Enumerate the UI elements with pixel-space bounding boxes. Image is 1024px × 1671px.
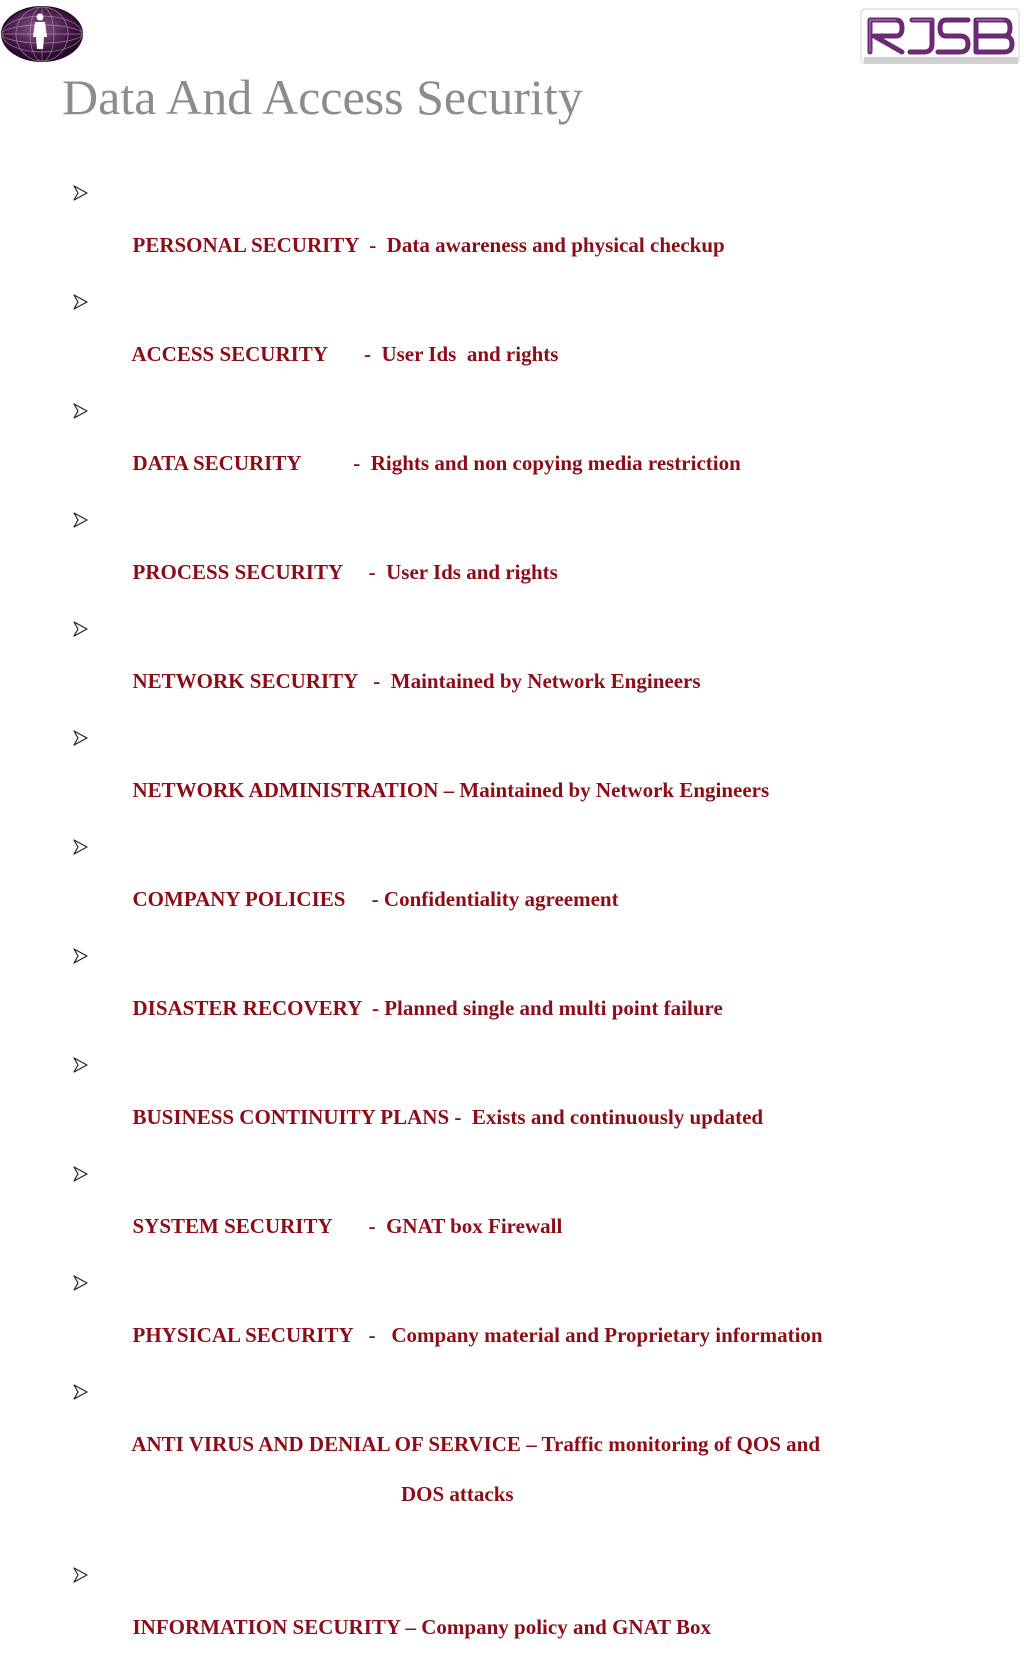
list-item <box>72 1379 981 1557</box>
list-item <box>72 289 981 393</box>
list-item <box>72 180 981 284</box>
arrowhead-bullet-icon <box>72 1567 88 1583</box>
list-item <box>72 1562 981 1666</box>
list-item-text: INFORMATION SECURITY – Company policy and GNAT Box <box>132 1615 712 1639</box>
arrowhead-bullet-icon <box>72 1166 88 1182</box>
arrowhead-bullet-icon <box>72 621 88 637</box>
list-item-text: ACCESS SECURITY - User Ids and rights <box>131 342 559 366</box>
list-item-text: NETWORK SECURITY - Maintained by Network Engineers <box>132 669 701 693</box>
arrowhead-bullet-icon <box>72 948 88 964</box>
arrowhead-bullet-icon <box>72 294 88 310</box>
arrowhead-bullet-icon <box>72 512 88 528</box>
list-item-text: NETWORK ADMINISTRATION – Maintained by Network Engineers <box>132 778 770 802</box>
list-item <box>72 507 981 611</box>
list-item-text: ANTI VIRUS AND DENIAL OF SERVICE – Traffic monitoring of QOS and <box>131 1432 821 1456</box>
list-item-text: PERSONAL SECURITY - Data awareness and physical checkup <box>132 233 725 257</box>
list-item <box>72 834 981 938</box>
globe-logo-icon <box>0 4 84 64</box>
list-item <box>72 398 981 502</box>
arrowhead-bullet-icon <box>72 1384 88 1400</box>
list-item-text: SYSTEM SECURITY - GNAT box Firewall <box>132 1214 563 1238</box>
list-item-text: DATA SECURITY - Rights and non copying media restriction <box>132 451 741 475</box>
list-item <box>72 1270 981 1374</box>
arrowhead-bullet-icon <box>72 730 88 746</box>
arrowhead-bullet-icon <box>72 1057 88 1073</box>
arrowhead-bullet-icon <box>72 403 88 419</box>
list-item-continuation: DOS attacks <box>401 1482 514 1506</box>
list-item-text: COMPANY POLICIES - Confidentiality agreement <box>132 887 619 911</box>
rjsb-logo-icon <box>860 8 1022 66</box>
list-item-text: PHYSICAL SECURITY - Company material and Proprietary information <box>132 1323 823 1347</box>
list-item-text: BUSINESS CONTINUITY PLANS - Exists and continuously updated <box>132 1105 764 1129</box>
list-item <box>72 943 981 1047</box>
list-item-text: PROCESS SECURITY - User Ids and rights <box>132 560 558 584</box>
list-item <box>72 1161 981 1265</box>
list-item <box>72 725 981 829</box>
list-item-text: DISASTER RECOVERY - Planned single and multi point failure <box>132 996 723 1020</box>
list-item <box>72 616 981 720</box>
arrowhead-bullet-icon <box>72 1275 88 1291</box>
security-bullet-list <box>72 180 981 1671</box>
arrowhead-bullet-icon <box>72 839 88 855</box>
list-item <box>72 1052 981 1156</box>
slide-title: Data And Access Security <box>62 69 583 125</box>
arrowhead-bullet-icon <box>72 185 88 201</box>
